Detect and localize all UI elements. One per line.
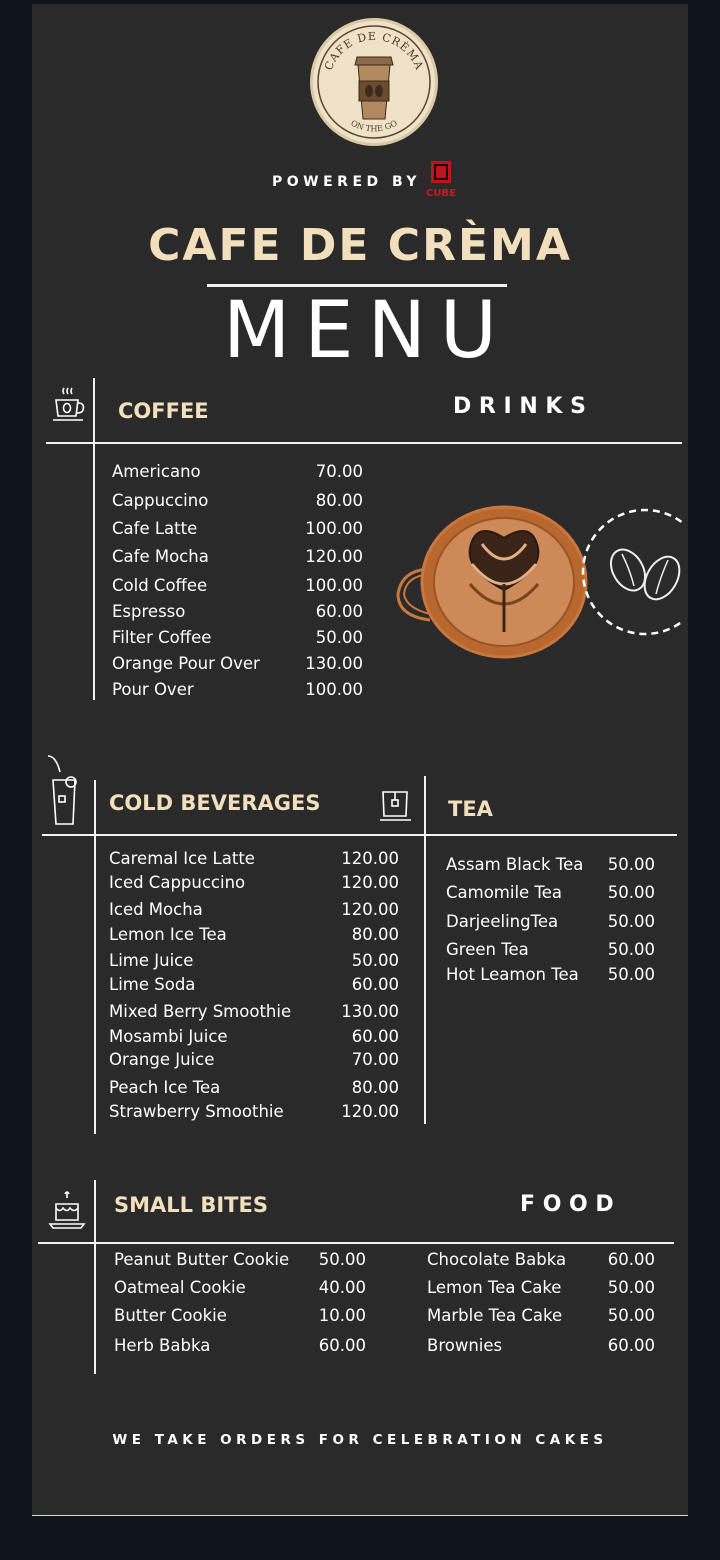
cold-beverage-item-name: Mixed Berry Smoothie [109,1002,292,1021]
tea-cup-icon [380,788,414,830]
small-bites-item-price: 60.00 [607,1250,655,1269]
cold-beverage-item-price: 60.00 [351,1027,399,1046]
cake-icon [48,1190,88,1234]
tea-item-price: 50.00 [607,912,655,931]
coffee-item-price: 60.00 [315,602,363,621]
tea-item-name: Camomile Tea [446,883,562,902]
small-bites-title: SMALL BITES [114,1193,268,1217]
coffee-item-name: Cafe Mocha [112,547,209,566]
drinks-label: D R I N K S [453,394,586,419]
small-bites-item-price: 50.00 [607,1278,655,1297]
coffee-item-price: 100.00 [305,576,363,595]
coffee-item-name: Orange Pour Over [112,654,260,673]
cold-beverage-item-name: Iced Mocha [109,900,203,919]
cold-beverage-item-price: 80.00 [351,925,399,944]
menu-page [32,4,688,1516]
iced-drink-icon [46,754,80,832]
small-bites-item-name: Butter Cookie [114,1306,227,1325]
cold-beverage-item-name: Caremal Ice Latte [109,849,255,868]
small-bites-item-price: 40.00 [318,1278,366,1297]
small-bites-item-price: 50.00 [318,1250,366,1269]
page-bottom-line [32,1515,688,1516]
cold-beverage-item-name: Strawberry Smoothie [109,1102,284,1121]
coffee-item-name: Cold Coffee [112,576,208,595]
food-label: F O O D [520,1192,614,1217]
coffee-title: COFFEE [118,399,209,423]
cold-header-divider [94,780,96,838]
cube-partner-logo [422,159,462,203]
tea-item-name: Assam Black Tea [446,855,584,874]
powered-by-label: POWERED BY [272,174,422,190]
tea-item-name: DarjeelingTea [446,912,559,931]
coffee-item-name: Cafe Latte [112,519,198,538]
cold-beverage-item-name: Peach Ice Tea [109,1078,221,1097]
logo-bottom-text: ON THE GO [349,118,399,134]
coffee-item-price: 50.00 [315,628,363,647]
celebration-cakes-note: WE TAKE ORDERS FOR CELEBRATION CAKES [112,1432,608,1448]
cafe-logo [310,18,438,146]
cold-beverage-item-name: Lime Juice [109,951,194,970]
svg-text:ON THE GO [349,118,399,133]
small-bites-item-name: Herb Babka [114,1336,211,1355]
cold-beverage-item-name: Lemon Ice Tea [109,925,227,944]
cold-beverage-item-price: 60.00 [351,975,399,994]
tea-item-price: 50.00 [607,883,655,902]
cold-beverages-title: COLD BEVERAGES [109,791,321,815]
tea-title: TEA [448,797,493,821]
small-bites-item-name: Peanut Butter Cookie [114,1250,290,1269]
coffee-item-price: 120.00 [305,547,363,566]
small-bites-item-name: Chocolate Babka [427,1250,567,1269]
small-bites-item-name: Lemon Tea Cake [427,1278,562,1297]
coffee-item-price: 100.00 [305,519,363,538]
coffee-item-name: Cappuccino [112,491,209,510]
tea-item-price: 50.00 [607,940,655,959]
cold-beverage-item-price: 120.00 [341,849,399,868]
small-bites-item-name: Marble Tea Cake [427,1306,563,1325]
cold-beverage-item-name: Iced Cappuccino [109,873,246,892]
cold-beverage-item-price: 130.00 [341,1002,399,1021]
tea-item-name: Green Tea [446,940,529,959]
coffee-header-divider [93,378,95,446]
cold-tea-header-rule [42,834,677,836]
cold-beverage-item-name: Lime Soda [109,975,196,994]
coffee-item-name: Pour Over [112,680,194,699]
small-bites-item-name: Oatmeal Cookie [114,1278,246,1297]
logo-top-text: CAFE DE CRÈMA [321,29,427,73]
cold-beverage-item-price: 50.00 [351,951,399,970]
bites-header-divider [94,1180,96,1244]
coffee-item-price: 100.00 [305,680,363,699]
coffee-item-name: Espresso [112,602,186,621]
small-bites-item-name: Brownies [427,1336,503,1355]
tea-item-price: 50.00 [607,855,655,874]
bites-header-rule [38,1242,674,1244]
coffee-list-divider [93,444,95,700]
cold-beverage-item-price: 70.00 [351,1050,399,1069]
cold-beverage-item-price: 120.00 [341,900,399,919]
coffee-cup-icon [52,386,88,430]
cold-beverage-item-price: 120.00 [341,1102,399,1121]
coffee-item-price: 80.00 [315,491,363,510]
tea-item-name: Hot Leamon Tea [446,965,579,984]
small-bites-item-price: 10.00 [318,1306,366,1325]
coffee-item-price: 130.00 [305,654,363,673]
latte-illustration [392,504,682,668]
small-bites-item-price: 50.00 [607,1306,655,1325]
small-bites-item-price: 60.00 [607,1336,655,1355]
cold-beverage-item-name: Orange Juice [109,1050,215,1069]
coffee-item-name: Americano [112,462,201,481]
tea-divider [424,776,426,1124]
cold-list-divider [94,836,96,1134]
coffee-item-name: Filter Coffee [112,628,212,647]
tea-item-price: 50.00 [607,965,655,984]
brand-name: CAFE DE CRÈMA [148,220,572,271]
coffee-header-rule [46,442,682,444]
menu-title: MENU [222,286,512,376]
cold-beverage-item-price: 80.00 [351,1078,399,1097]
bites-list-divider [94,1244,96,1374]
cold-beverage-item-price: 120.00 [341,873,399,892]
small-bites-item-price: 60.00 [318,1336,366,1355]
coffee-item-price: 70.00 [315,462,363,481]
cold-beverage-item-name: Mosambi Juice [109,1027,228,1046]
cube-logo-text: CUBE [426,188,456,199]
